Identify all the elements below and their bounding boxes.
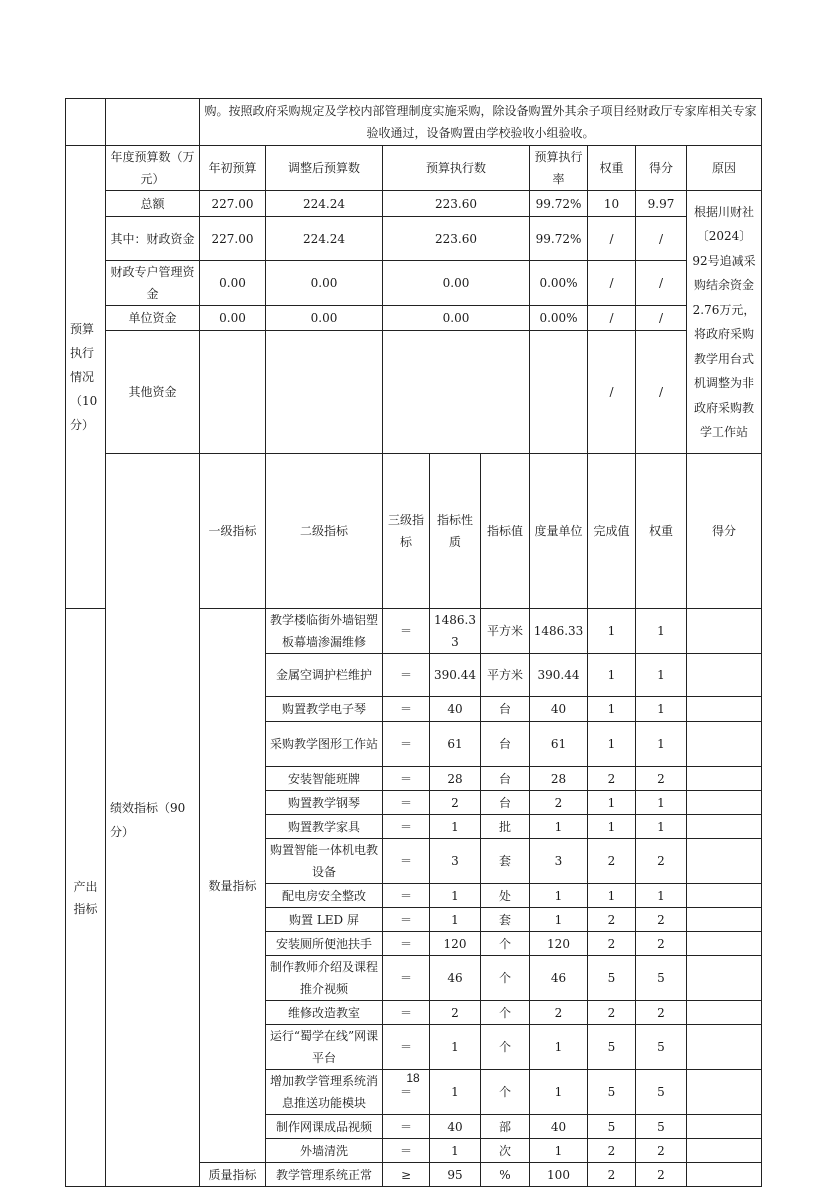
indicator-weight: 1	[588, 697, 636, 722]
indicator-actual: 1	[530, 1139, 588, 1163]
indicator-weight: 2	[588, 908, 636, 932]
execution-rate: 0.00%	[530, 261, 588, 306]
indicator-analysis	[687, 654, 762, 697]
budget-header-row	[66, 146, 762, 191]
indicator-actual: 2	[530, 791, 588, 815]
indicator-value: 28	[430, 767, 481, 791]
indicator-actual: 61	[530, 722, 588, 767]
indicator-unit: 台	[481, 722, 530, 767]
indicator-analysis	[687, 884, 762, 908]
indicator-nature: ≥	[383, 1163, 430, 1187]
initial-budget: 227.00	[200, 191, 266, 217]
fund-type: 其他资金	[106, 331, 200, 454]
fund-type: 财政专户管理资金	[106, 261, 200, 306]
indicator-weight: 1	[588, 609, 636, 654]
indicator-name: 制作教师介绍及课程推介视频	[266, 956, 383, 1001]
indicator-weight: 5	[588, 1115, 636, 1139]
indicator-analysis	[687, 1139, 762, 1163]
indicator-analysis	[687, 697, 762, 722]
indicator-name: 购置教学家具	[266, 815, 383, 839]
indicator-name: 购置智能一体机电教设备	[266, 839, 383, 884]
executed-amount: 223.60	[383, 217, 530, 261]
weight: /	[588, 217, 636, 261]
indicator-nature: ＝	[383, 1025, 430, 1070]
indicator-name: 增加教学管理系统消息推送功能模块	[266, 1070, 383, 1115]
indicator-unit: 批	[481, 815, 530, 839]
level2-quality: 质量指标	[200, 1163, 266, 1187]
indicator-weight: 2	[588, 1001, 636, 1025]
indicator-actual: 1	[530, 815, 588, 839]
indicator-analysis	[687, 839, 762, 884]
fund-type: 总额	[106, 191, 200, 217]
indicator-weight: 2	[588, 767, 636, 791]
executed-amount: 0.00	[383, 306, 530, 331]
indicator-score: 5	[636, 1070, 687, 1115]
indicator-value: 1	[430, 884, 481, 908]
indicator-name: 教学楼临街外墙铝塑板幕墙渗漏维修	[266, 609, 383, 654]
adjusted-budget: 0.00	[266, 306, 383, 331]
indicator-unit: 套	[481, 839, 530, 884]
header-level2: 二级指标	[266, 454, 383, 609]
initial-budget: 0.00	[200, 306, 266, 331]
indicator-value: 95	[430, 1163, 481, 1187]
adjusted-budget: 224.24	[266, 191, 383, 217]
weight: /	[588, 306, 636, 331]
adjusted-budget: 0.00	[266, 261, 383, 306]
indicator-nature: ＝	[383, 884, 430, 908]
indicator-weight: 1	[588, 791, 636, 815]
indicator-value: 390.44	[430, 654, 481, 697]
indicator-unit: 部	[481, 1115, 530, 1139]
indicator-weight: 5	[588, 1025, 636, 1070]
budget-row	[66, 331, 762, 454]
indicator-value: 1	[430, 1070, 481, 1115]
header-value: 指标值	[481, 454, 530, 609]
initial-budget: 0.00	[200, 261, 266, 306]
reason-text: 根据川财社〔2024〕92号追减采购结余资金2.76万元，将政府采购教学用台式机调整为非政府采购教学工作站	[687, 191, 762, 454]
indicator-weight: 1	[588, 654, 636, 697]
indicator-weight: 2	[588, 1163, 636, 1187]
indicator-nature: ＝	[383, 767, 430, 791]
indicator-value: 2	[430, 1001, 481, 1025]
header-nature: 指标性质	[430, 454, 481, 609]
indicator-nature: ＝	[383, 1139, 430, 1163]
indicator-value: 1	[430, 1139, 481, 1163]
indicator-unit: 个	[481, 1001, 530, 1025]
indicator-unit: 平方米	[481, 609, 530, 654]
indicator-score: 5	[636, 956, 687, 1001]
fund-type: 单位资金	[106, 306, 200, 331]
indicator-name: 配电房安全整改	[266, 884, 383, 908]
indicator-unit: 次	[481, 1139, 530, 1163]
indicator-analysis	[687, 609, 762, 654]
indicator-nature: ＝	[383, 1001, 430, 1025]
header-unit: 度量单位	[530, 454, 588, 609]
indicator-score: 2	[636, 1163, 687, 1187]
indicator-unit: 个	[481, 932, 530, 956]
indicator-analysis	[687, 1163, 762, 1187]
header-level1: 一级指标	[200, 454, 266, 609]
weight: /	[588, 261, 636, 306]
indicator-actual: 1486.33	[530, 609, 588, 654]
indicator-value: 61	[430, 722, 481, 767]
indicator-name: 金属空调护栏维护	[266, 654, 383, 697]
header-initial-budget: 年初预算	[200, 146, 266, 191]
indicator-analysis	[687, 1115, 762, 1139]
indicator-actual: 40	[530, 697, 588, 722]
indicator-nature: ＝	[383, 908, 430, 932]
indicator-score: 1	[636, 654, 687, 697]
indicator-name: 安装智能班牌	[266, 767, 383, 791]
indicator-nature: ＝	[383, 1070, 430, 1115]
indicator-name: 制作网课成品视频	[266, 1115, 383, 1139]
indicator-actual: 1	[530, 1025, 588, 1070]
indicator-score: 1	[636, 815, 687, 839]
indicator-analysis	[687, 1025, 762, 1070]
indicator-value: 1	[430, 815, 481, 839]
indicator-actual: 390.44	[530, 654, 588, 697]
indicator-name: 购置 LED 屏	[266, 908, 383, 932]
header-annual-budget: 年度预算数（万元）	[106, 146, 200, 191]
indicator-value: 1	[430, 1025, 481, 1070]
indicator-unit: 个	[481, 956, 530, 1001]
executed-amount: 223.60	[383, 191, 530, 217]
header-execution-rate: 预算执行率	[530, 146, 588, 191]
budget-row	[66, 306, 762, 331]
indicator-value: 40	[430, 697, 481, 722]
indicator-value: 1486.33	[430, 609, 481, 654]
header-adjusted-budget: 调整后预算数	[266, 146, 383, 191]
indicator-unit: %	[481, 1163, 530, 1187]
indicator-analysis	[687, 722, 762, 767]
level1-output: 产出指标	[66, 609, 106, 1187]
indicator-score: 5	[636, 1025, 687, 1070]
indicator-nature: ＝	[383, 815, 430, 839]
budget-section-label: 预算执行情况（10分）	[66, 146, 106, 609]
header-executed: 预算执行数	[383, 146, 530, 191]
indicator-score: 1	[636, 609, 687, 654]
indicator-score: 5	[636, 1115, 687, 1139]
header-score: 得分	[636, 146, 687, 191]
weight: 10	[588, 191, 636, 217]
header-score: 得分	[687, 454, 762, 609]
indicator-unit: 台	[481, 791, 530, 815]
indicator-actual: 120	[530, 932, 588, 956]
intro-row	[66, 99, 762, 146]
performance-header-row	[66, 454, 762, 609]
indicator-nature: ＝	[383, 956, 430, 1001]
indicator-name: 教学管理系统正常	[266, 1163, 383, 1187]
fund-type: 其中：财政资金	[106, 217, 200, 261]
execution-rate: 99.72%	[530, 191, 588, 217]
execution-rate: 99.72%	[530, 217, 588, 261]
score: /	[636, 306, 687, 331]
execution-rate	[530, 331, 588, 454]
indicator-score: 1	[636, 884, 687, 908]
indicator-score: 1	[636, 722, 687, 767]
indicator-weight: 2	[588, 1139, 636, 1163]
indicator-nature: ＝	[383, 932, 430, 956]
empty-cell	[66, 99, 106, 146]
indicator-analysis	[687, 767, 762, 791]
indicator-actual: 3	[530, 839, 588, 884]
execution-rate: 0.00%	[530, 306, 588, 331]
initial-budget: 227.00	[200, 217, 266, 261]
indicator-unit: 个	[481, 1070, 530, 1115]
indicator-nature: ＝	[383, 791, 430, 815]
adjusted-budget: 224.24	[266, 217, 383, 261]
indicator-score: 1	[636, 791, 687, 815]
indicator-actual: 1	[530, 908, 588, 932]
indicator-weight: 2	[588, 932, 636, 956]
indicator-analysis	[687, 956, 762, 1001]
indicator-name: 购置教学钢琴	[266, 791, 383, 815]
indicator-name: 运行“蜀学在线”网课平台	[266, 1025, 383, 1070]
indicator-unit: 个	[481, 1025, 530, 1070]
indicator-weight: 2	[588, 839, 636, 884]
empty-cell	[106, 99, 200, 146]
header-weight: 权重	[636, 454, 687, 609]
indicator-name: 采购教学图形工作站	[266, 722, 383, 767]
indicator-analysis	[687, 791, 762, 815]
indicator-score: 1	[636, 697, 687, 722]
indicator-nature: ＝	[383, 839, 430, 884]
initial-budget	[200, 331, 266, 454]
score: /	[636, 261, 687, 306]
indicator-actual: 46	[530, 956, 588, 1001]
indicator-name: 购置教学电子琴	[266, 697, 383, 722]
indicator-nature: ＝	[383, 1115, 430, 1139]
budget-row	[66, 261, 762, 306]
indicator-analysis	[687, 908, 762, 932]
indicator-nature: ＝	[383, 722, 430, 767]
indicator-value: 46	[430, 956, 481, 1001]
indicator-value: 2	[430, 791, 481, 815]
indicator-unit: 台	[481, 697, 530, 722]
indicator-nature: ＝	[383, 609, 430, 654]
indicator-name: 外墙清洗	[266, 1139, 383, 1163]
indicator-value: 3	[430, 839, 481, 884]
indicator-actual: 40	[530, 1115, 588, 1139]
indicator-analysis	[687, 932, 762, 956]
indicator-score: 2	[636, 839, 687, 884]
indicator-unit: 台	[481, 767, 530, 791]
indicator-unit: 平方米	[481, 654, 530, 697]
indicator-analysis	[687, 1001, 762, 1025]
indicator-weight: 5	[588, 956, 636, 1001]
budget-row	[66, 217, 762, 261]
indicator-name: 维修改造教室	[266, 1001, 383, 1025]
executed-amount	[383, 331, 530, 454]
indicator-name: 安装厕所便池扶手	[266, 932, 383, 956]
page-number: 18	[406, 1071, 420, 1085]
indicator-value: 120	[430, 932, 481, 956]
indicator-nature: ＝	[383, 654, 430, 697]
adjusted-budget	[266, 331, 383, 454]
budget-row	[66, 191, 762, 217]
indicator-weight: 1	[588, 884, 636, 908]
indicator-nature: ＝	[383, 697, 430, 722]
indicator-unit: 套	[481, 908, 530, 932]
indicator-weight: 1	[588, 815, 636, 839]
score: 9.97	[636, 191, 687, 217]
score: /	[636, 217, 687, 261]
indicator-weight: 5	[588, 1070, 636, 1115]
performance-evaluation-table	[65, 98, 762, 1187]
score: /	[636, 331, 687, 454]
executed-amount: 0.00	[383, 261, 530, 306]
indicator-value: 1	[430, 908, 481, 932]
performance-section-label: 绩效指标（90分）	[106, 454, 200, 1187]
indicator-weight: 1	[588, 722, 636, 767]
header-weight: 权重	[588, 146, 636, 191]
intro-text: 购。按照政府采购规定及学校内部管理制度实施采购，除设备购置外其余子项目经财政厅专家库相关专家验收通过，设备购置由学校验收小组验收。	[200, 99, 762, 146]
indicator-score: 2	[636, 1001, 687, 1025]
indicator-actual: 2	[530, 1001, 588, 1025]
indicator-actual: 28	[530, 767, 588, 791]
weight: /	[588, 331, 636, 454]
indicator-score: 2	[636, 1139, 687, 1163]
header-actual: 完成值	[588, 454, 636, 609]
indicator-value: 40	[430, 1115, 481, 1139]
indicator-actual: 100	[530, 1163, 588, 1187]
header-level3: 三级指标	[383, 454, 430, 609]
indicator-analysis	[687, 815, 762, 839]
level2-quantity: 数量指标	[200, 609, 266, 1163]
header-reason: 原因	[687, 146, 762, 191]
indicator-score: 2	[636, 908, 687, 932]
indicator-score: 2	[636, 767, 687, 791]
indicator-unit: 处	[481, 884, 530, 908]
indicator-actual: 1	[530, 884, 588, 908]
indicator-actual: 1	[530, 1070, 588, 1115]
indicator-score: 2	[636, 932, 687, 956]
